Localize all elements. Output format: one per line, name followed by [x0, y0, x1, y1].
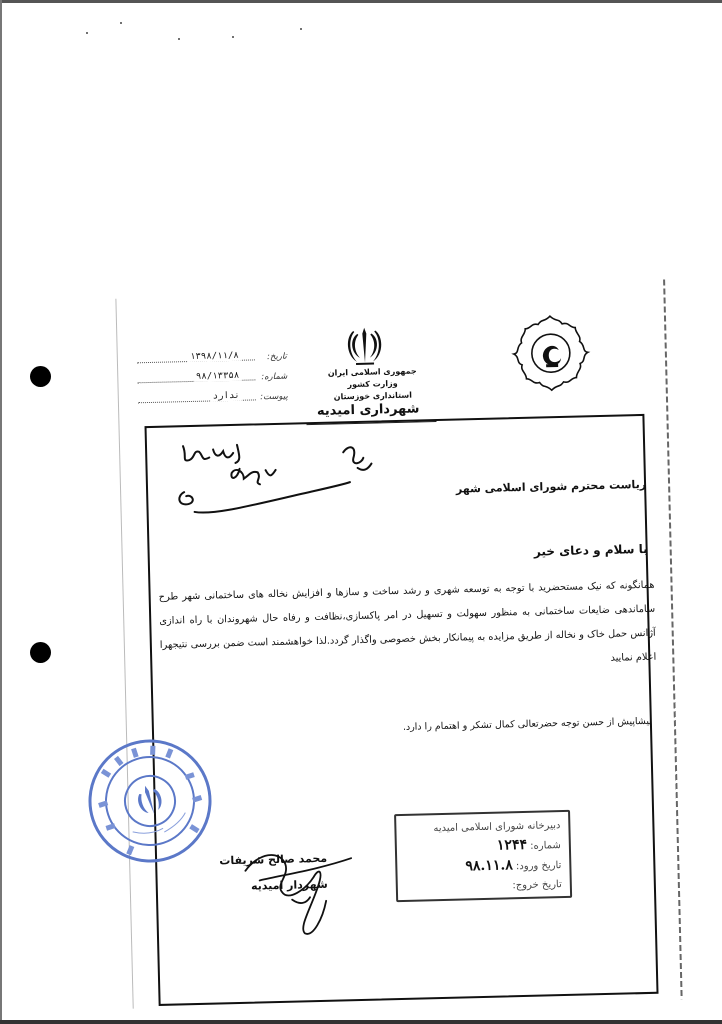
gov-line-ministry: وزارت کشور — [347, 378, 398, 390]
scan-speck — [300, 28, 302, 30]
scan-speck — [120, 22, 122, 24]
meta-date — [137, 351, 287, 369]
stamp-number-value: ۱۲۴۴ — [496, 836, 528, 854]
letter-closing: پیشاپیش از حسن توجه حضرتعالی کمال تشکر و اهتمام را دارد. — [402, 715, 653, 733]
scan-speck — [178, 38, 180, 40]
municipality-name: شهرداری امیدیه — [316, 401, 420, 419]
registration-stamp — [394, 810, 572, 902]
meta-date-value: ۱۳۹۸/۱۱/۸ — [189, 350, 239, 362]
scan-edge-top — [0, 0, 722, 3]
handwritten-signature — [239, 838, 361, 941]
letter-page — [115, 285, 680, 1010]
meta-date-label: تاریخ: — [266, 351, 287, 363]
letter-salutation: ریاست محترم شورای اسلامی شهر — [455, 477, 647, 496]
municipality-logo — [509, 311, 593, 395]
iran-emblem-icon — [344, 324, 385, 367]
stamp-out-label: تاریخ خروج: — [512, 879, 562, 892]
meta-number-label: شماره: — [261, 371, 288, 383]
paper-edge — [115, 299, 133, 1009]
meta-attachment-value: ندارد — [212, 390, 240, 402]
punch-hole — [30, 642, 51, 663]
meta-attachment — [138, 391, 288, 409]
scan-edge-bottom — [0, 1020, 722, 1024]
signatory-title: شهردار امیدیه — [250, 877, 328, 893]
meta-number — [137, 371, 287, 389]
handwritten-annotation — [153, 427, 386, 553]
paper-edge — [663, 279, 683, 999]
signatory-name: محمد صالح شریفات — [219, 851, 328, 868]
meta-attachment-label: پیوست: — [260, 391, 288, 403]
government-header — [322, 365, 423, 403]
stamp-number-label: شماره: — [530, 840, 562, 852]
scan-speck — [232, 36, 234, 38]
letter-greeting: با سلام و دعای خیر — [533, 541, 648, 559]
scan-edge-left — [0, 0, 2, 1024]
meta-number-value: ۹۸/۱۳۳۵۸ — [195, 370, 240, 382]
letter-body: همانگونه که نیک مستحضرید با توجه به توسعه شهری و رشد ساخت و سازها و افزایش نخاله های ساختمانی شهر طرح ساماندهی ضایعات ساختمانی به منظور سهولت و تسهیل در امر پاکسازی،نظافت و رفاه حال شهروندان با راه اندازی آژانس حمل خاک و نخاله از طریق مزایده به پیمانکار بخش خصوصی واگذار گردد.لذا خواهشمند است ضمن بررسی نتیجهرا اعلام نمایید — [158, 579, 657, 664]
punch-hole — [30, 366, 51, 387]
stamp-title: دبیرخانه شورای اسلامی امیدیه — [433, 820, 561, 835]
gov-line-province: استانداری خوزستان — [333, 390, 413, 402]
gov-line-country: جمهوری اسلامی ایران — [327, 366, 417, 378]
stamp-date-value: ۹۸.۱۱.۸ — [465, 857, 513, 875]
stamp-date-label: تاریخ ورود: — [515, 860, 562, 873]
scan-speck — [86, 32, 88, 34]
